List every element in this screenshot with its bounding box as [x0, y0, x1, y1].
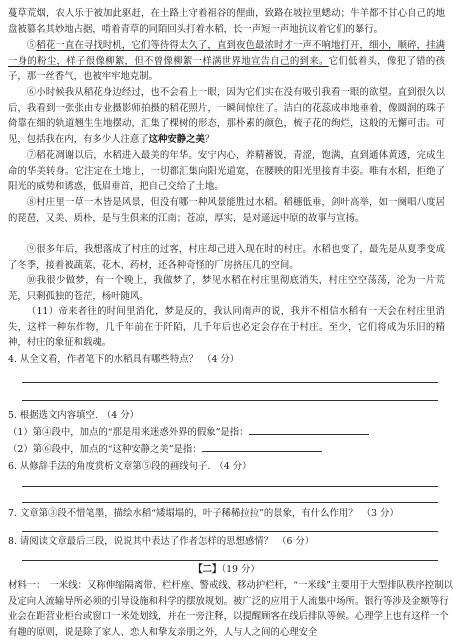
passage-para-7 [8, 148, 445, 195]
question-5-score: （4 分） [101, 410, 139, 421]
question-7 [8, 506, 445, 522]
question-4-score: （4 分） [202, 354, 240, 365]
material-1-label: 材料一： [8, 580, 46, 591]
section-2-points: （19 分） [221, 564, 260, 575]
para-6-text: ⑥小时候我从稻花身边经过，也不会看上一眼，因为它们实在没有吸引我看一眼的欲望。直到很久以后，我看到一张张由专业摄影师拍摄的稻花照片，一瞬间惊住了。洁白的花蕊成串地垂着，像圆润的珠子倚靠在细的轨道翘生生地摆动，汇集了棵树的形态，那朴素的颜色，梳子花的绚烂，这般的无懈可击。可见，包括我在内，有多少人注意了 [8, 87, 445, 145]
question-6-score: （4 分） [214, 461, 252, 472]
para-8-text: ⑧村庄里一草一木皆是风景，但没有哪一种风景能胜过水稻。稻穗低垂，剑叶高举，如一阕唱八度居的琵琶，又美、质朴，是与生俱来的江南；苍凉，厚实，是对遥远中原的故事与宣扬。 [8, 197, 445, 224]
answer-line-q6-2[interactable] [22, 502, 438, 503]
answer-blank-q5-1[interactable] [249, 425, 369, 435]
question-6 [8, 459, 445, 475]
para-10-text: ⑩我很少做梦，有一个晚上，我做梦了，梦见水稻在村庄里彻底消失，村庄空空荡荡，沦为一片荒芜，只剩孤独的苍茫，杨叶随风。 [8, 275, 445, 302]
passage-para-5 [8, 38, 445, 85]
question-5 [8, 408, 445, 424]
question-8 [8, 534, 445, 550]
question-5-text: 5. 根据选文内容填空. [8, 410, 98, 421]
answer-line-q4-1[interactable] [22, 382, 438, 383]
passage-para-11 [8, 304, 445, 351]
para-9-text: ⑨很多年后，我想落成了村庄的过客，村庄却己进入现在时的村庄。水稻也变了，最先是从夏季变成了冬季，接着被蔬菜、花木、药材，还各种奇怪的厂房挤压几的空间。 [8, 244, 445, 271]
material-label [8, 578, 453, 640]
section-2-title [0, 562, 453, 578]
question-7-score: （3 分） [361, 508, 399, 519]
para-6-end: ？ [204, 133, 215, 145]
para-5-rest: 它们低着头，像犯了错的孩子，那一丝香气，也被牢牢地克制。 [8, 55, 445, 83]
section-2-bracket-title: 【二】 [193, 564, 222, 575]
para-7-text: ⑦稻花凋谢以后，水稻进入最美的年华。安宁内心，养精蓄锐，青涩，饱满，直到通体黄透，完成生命的华美转身。它注定在土地上，一切都汇集向阳光道宽，在腰映的阳光里接育丰姿。唯有水稻，拒绝了阳光的威势和诱惑，低眉垂首，把自己交给了土地。 [8, 150, 445, 193]
question-6-text: 6. 从修辞手法的角度赏析文章第⑤段的画线句子. [8, 461, 211, 472]
passage-line-top [8, 6, 445, 37]
passage-para-9 [8, 242, 445, 273]
para-number: ⑤ [26, 40, 37, 51]
passage-para-10 [8, 273, 445, 304]
underlined-sentence: 稻花一直在寻找时机，它们等待得太久了，直到夜色最浓时才一声不响地打开，细小，顺碎，挂满一身的粉尘，样子很像柳絮，但不曾像柳絮一样满世界地宣告自己的到来。 [8, 40, 445, 67]
question-5-part-2-text: （2）第⑥段中，加点的“这种安静之美”是指： [8, 444, 202, 455]
question-5-part-2 [8, 442, 445, 458]
answer-line-q7-1[interactable] [22, 531, 438, 532]
question-8-score: （6 分） [277, 536, 315, 547]
question-5-part-1-text: （1）第④段中，加点的“那是用来迷惑外界的假象”是指： [8, 427, 249, 438]
answer-line-q6-1[interactable] [22, 486, 438, 487]
para-11-text: （11）帝来者往的时间里消化，梦是反的，我认同南声的说，我并不相信水稻有一天会在村庄里消失，这样一种东作物，几千年前在于阡陌，几千年后也必定会存在于村庄。至少，它们将成为乐旧的精神，村庄的象征和载魂。 [8, 306, 445, 349]
question-5-part-1 [8, 425, 445, 441]
material-1-text: 一米线：又称伸缩隔离带、栏杆座、警戒线、移动护栏杆，“一米线”主要用于大型排队秩序控制以及定向人流输导所必须的引导设施和科学的摆放规划。被广泛的应用于人流集中场所。银行等涉及金额等行业会在距营业柜台或窗口一米处划线，并在一旁注释，以提醒顾客在线后排队等候。心理学上也有这样一个有趣的原则，说是除了家人、恋人和挚友亲朋之外，人与人之间的心理安全 [8, 580, 453, 638]
question-8-text: 8. 请阅读文章最后三段，说说其中表达了作者怎样的思想感情？ [8, 536, 274, 547]
passage-para-6 [8, 85, 445, 147]
passage-para-8 [8, 195, 445, 226]
bold-phrase: 这种安静之美 [148, 133, 205, 145]
answer-line-q4-2[interactable] [22, 400, 438, 401]
answer-blank-q5-2[interactable] [202, 442, 322, 452]
question-7-text: 7. 文章第③段不惜笔墨，描绘水稻“矮塌塌的，叶子稀稀拉拉”的景象，有什么作用？ [8, 508, 358, 519]
question-4 [8, 352, 445, 368]
question-4-text: 4. 从全文看，作者笔下的水稻具有哪些特点？ [8, 354, 199, 365]
passage-text: 蔓草荒烟，农人乐于被加此驱赶，在土路上守着祖谷的俚曲，致路在坡拉里蟋动；牛羊都不甘心自己的地盘被篡名其妙地占据，啃着青草的同陌回头打着水稻，长一声短一声地抗议着它们的暴行。 [8, 8, 445, 35]
answer-line-q8-1[interactable] [22, 560, 438, 561]
